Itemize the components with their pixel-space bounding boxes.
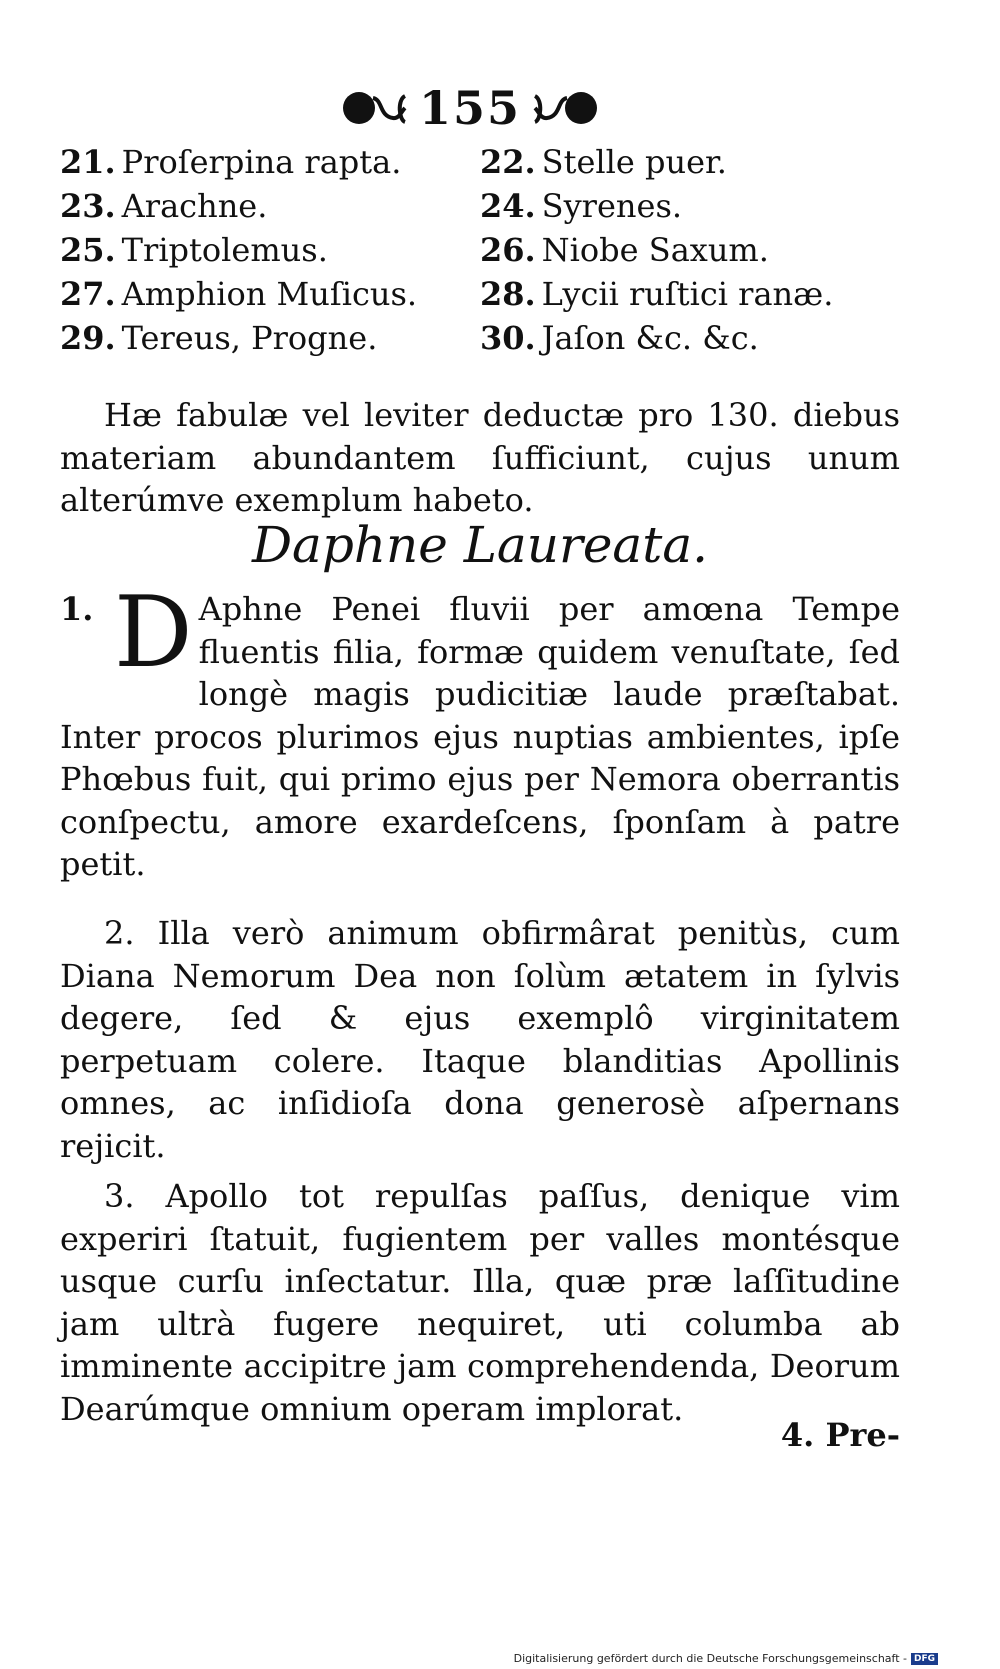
index-number: 29.: [60, 319, 116, 357]
index-row: [60, 316, 900, 360]
index-number: 22.: [480, 143, 536, 181]
paragraph-2: 2. Illa verò animum obfirmârat penitùs, cum Diana Nemorum Dea non ſolùm ætatem in ſylvis degere, ſed & ejus exemplô virginitatem perpetuam colere. Itaque blanditias Apollinis omnes, ac inſidioſa dona generosè aſpernans rejicit.: [60, 914, 900, 1165]
index-row: [60, 184, 900, 228]
index-number: 28.: [480, 275, 536, 313]
index-number: 27.: [60, 275, 116, 313]
index-entry: Amphion Muſicus.: [121, 275, 418, 313]
index-entry: Lycii ruſtici ranæ.: [541, 275, 834, 313]
paragraph-number: 1.: [60, 590, 94, 628]
index-number: 26.: [480, 231, 536, 269]
index-number: 21.: [60, 143, 116, 181]
fable-index: [60, 140, 900, 360]
digitization-credit: [514, 1652, 938, 1665]
index-number: 24.: [480, 187, 536, 225]
page-header: [320, 78, 620, 138]
dfg-logo: DFG: [911, 1653, 938, 1665]
catchword: 4. Pre-: [780, 1416, 900, 1454]
section-title: Daphne Laureata.: [251, 516, 709, 574]
paragraph-1: [60, 576, 900, 886]
index-entry: Arachne.: [121, 187, 268, 225]
index-number: 25.: [60, 231, 116, 269]
index-entry: Tereus, Progne.: [121, 319, 378, 357]
left-ornament-icon: [339, 86, 409, 130]
index-number: 30.: [480, 319, 536, 357]
index-entry: Stelle puer.: [541, 143, 727, 181]
index-entry: Triptolemus.: [121, 231, 328, 269]
intro-paragraph: Hæ fabulæ vel leviter deductæ pro 130. diebus materiam abundantem ſufficiunt, cujus unum alterúmve exemplum habeto.: [60, 396, 900, 519]
index-entry: Jaſon &c. &c.: [541, 319, 759, 357]
index-entry: Syrenes.: [541, 187, 683, 225]
index-row: [60, 140, 900, 184]
credit-text: Digitalisierung gefördert durch die Deutsche Forschungsgemeinschaft -: [513, 1652, 907, 1665]
index-entry: Niobe Saxum.: [541, 231, 769, 269]
right-ornament-icon: [531, 86, 601, 130]
index-row: [60, 272, 900, 316]
paragraph-1-text: Aphne Penei fluvii per amœna Tempe fluentis filia, formæ quidem venuſtate, ſed longè magis pudicitiæ laude præſtabat. Inter procos plurimos ejus nuptias ambientes, ipſe Phœbus fuit, qui primo ejus per Nemora oberrantis conſpectu, amore exardeſcens, ſponſam à patre petit.: [60, 590, 900, 883]
index-row: [60, 228, 900, 272]
index-entry: Proſerpina rapta.: [121, 143, 402, 181]
drop-cap: D: [114, 576, 193, 690]
page-number: 155: [418, 81, 522, 135]
index-number: 23.: [60, 187, 116, 225]
paragraph-3: 3. Apollo tot repulſas paſſus, denique vim experiri ſtatuit, fugientem per valles montésque usque curſu inſectatur. Illa, quæ præ laſſitudine jam ultrà fugere nequiret, uti columba ab imminente accipitre jam comprehendenda, Deorum Dearúmque omnium operam implorat.: [60, 1177, 900, 1428]
